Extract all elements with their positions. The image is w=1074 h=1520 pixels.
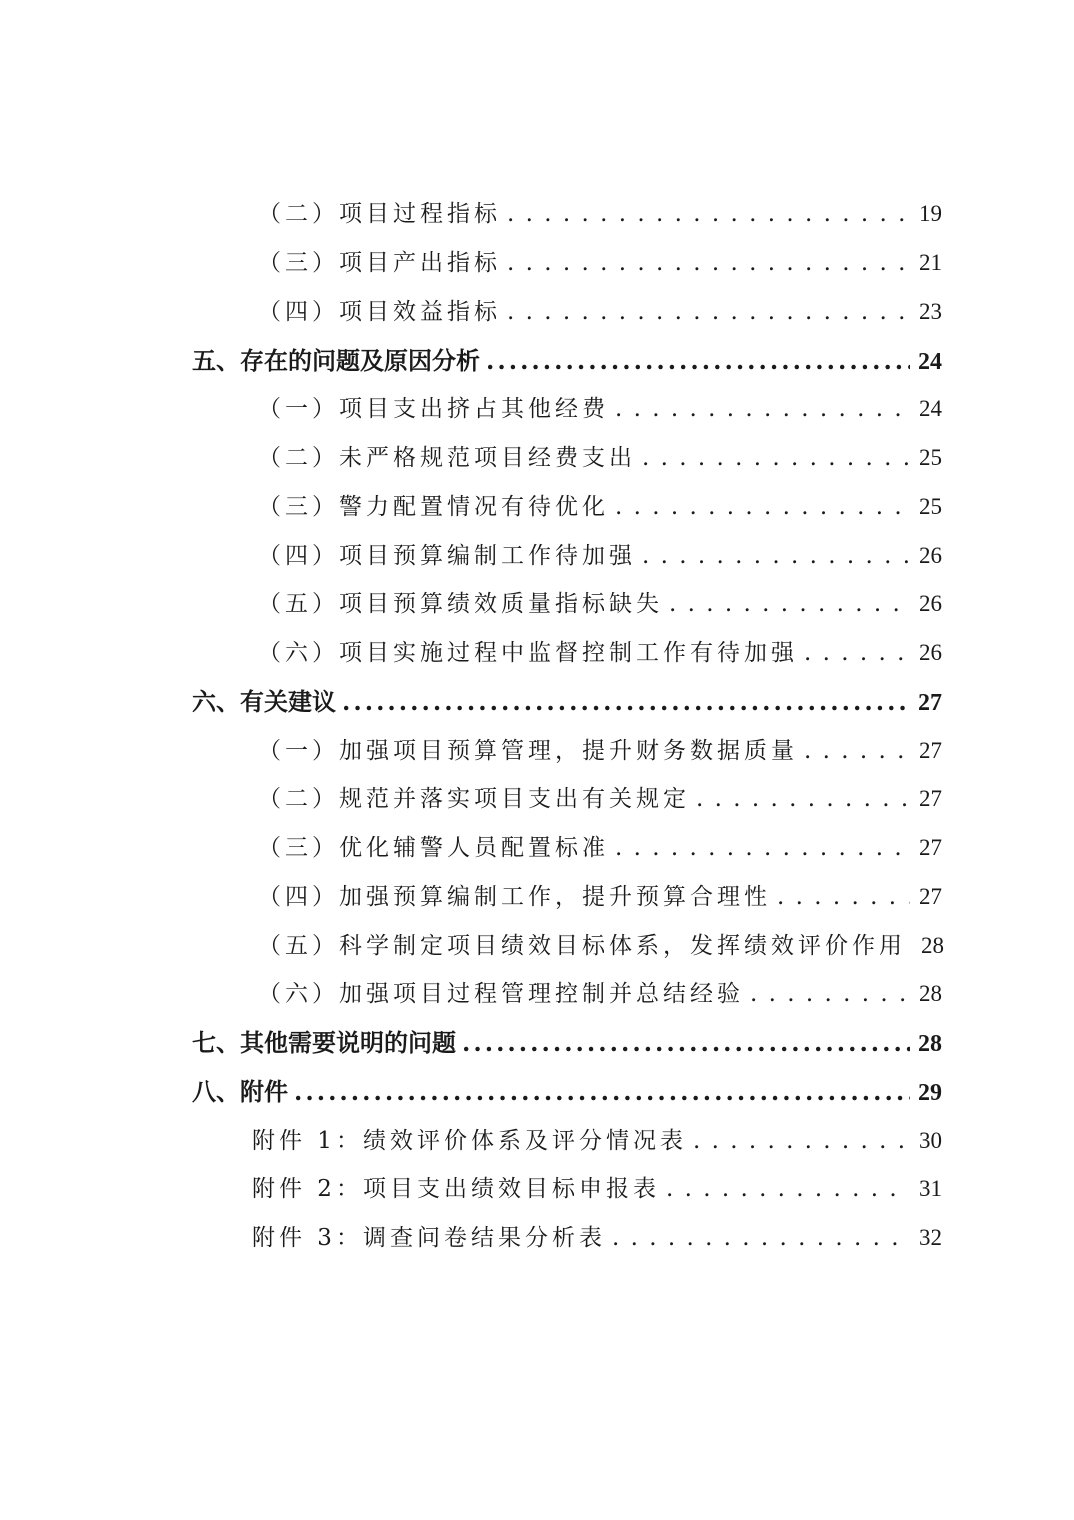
toc-entry-title: （一）项目支出挤占其他经费	[258, 396, 609, 422]
toc-dot-leader	[462, 1023, 910, 1063]
toc-attachment-entry[interactable]	[252, 1218, 942, 1258]
toc-entry-title: 附件 2：项目支出绩效目标申报表	[252, 1176, 660, 1202]
toc-entry-page: 32	[919, 1225, 942, 1250]
toc-dot-leader	[612, 1218, 910, 1258]
toc-entry-page: 27	[919, 884, 942, 909]
toc-dot-leader	[507, 194, 910, 234]
toc-entry-page: 25	[919, 494, 942, 519]
toc-entry-title: （三）优化辅警人员配置标准	[258, 835, 609, 861]
toc-dot-leader	[750, 974, 910, 1014]
toc-section-entry[interactable]	[192, 1072, 942, 1112]
toc-dot-leader	[693, 1121, 910, 1161]
toc-entry[interactable]	[258, 292, 942, 332]
toc-entry[interactable]	[258, 974, 942, 1014]
toc-dot-leader	[696, 779, 910, 819]
toc-entry-page: 24	[918, 349, 942, 375]
toc-entry[interactable]	[258, 487, 942, 527]
toc-dot-leader	[507, 243, 910, 283]
toc-entry-page: 23	[919, 299, 942, 324]
toc-entry-title: （六）加强项目过程管理控制并总结经验	[258, 981, 744, 1007]
toc-dot-leader	[294, 1072, 910, 1112]
toc-attachment-entry[interactable]	[252, 1169, 942, 1209]
toc-entry-page: 28	[919, 981, 942, 1006]
toc-entry-title: （五）科学制定项目绩效目标体系，发挥绩效评价作用	[258, 933, 906, 959]
toc-entry[interactable]	[258, 243, 942, 283]
toc-dot-leader	[642, 536, 910, 576]
toc-entry-page: 27	[919, 786, 942, 811]
toc-entry[interactable]	[258, 536, 942, 576]
toc-entry[interactable]	[258, 779, 942, 819]
toc-entry-page: 28	[918, 1031, 942, 1057]
toc-entry[interactable]	[258, 438, 942, 478]
toc-dot-leader	[615, 828, 910, 868]
toc-entry-title: （一）加强项目预算管理，提升财务数据质量	[258, 738, 798, 764]
toc-dot-leader	[804, 731, 910, 771]
toc-entry-title: （三）项目产出指标	[258, 250, 501, 276]
toc-entry-title: （四）项目效益指标	[258, 299, 501, 325]
toc-entry[interactable]	[258, 731, 942, 771]
toc-entry-title: （五）项目预算绩效质量指标缺失	[258, 591, 663, 617]
toc-entry-page: 27	[918, 690, 942, 716]
toc-entry-page: 26	[919, 543, 942, 568]
toc-dot-leader	[507, 292, 910, 332]
toc-dot-leader	[804, 633, 910, 673]
toc-entry-page: 26	[919, 591, 942, 616]
toc-entry[interactable]	[258, 584, 942, 624]
toc-dot-leader	[486, 341, 910, 381]
toc-entry-title: （四）加强预算编制工作，提升预算合理性	[258, 884, 771, 910]
toc-section-entry[interactable]	[192, 682, 942, 722]
toc-entry-title: （四）项目预算编制工作待加强	[258, 543, 636, 569]
toc-entry-title: 五、存在的问题及原因分析	[192, 346, 480, 375]
toc-entry-title: 附件 1：绩效评价体系及评分情况表	[252, 1128, 687, 1154]
toc-entry-page: 26	[919, 640, 942, 665]
toc-entry-page: 27	[919, 738, 942, 763]
toc-entry[interactable]	[258, 926, 942, 966]
toc-dot-leader	[642, 438, 910, 478]
toc-entry[interactable]	[258, 194, 942, 234]
toc-entry-page: 25	[919, 445, 942, 470]
toc-entry[interactable]	[258, 828, 942, 868]
toc-entry-page: 27	[919, 835, 942, 860]
toc-entry-page: 30	[919, 1128, 942, 1153]
toc-entry-title: （三）警力配置情况有待优化	[258, 494, 609, 520]
toc-entry-page: 31	[919, 1176, 942, 1201]
toc-entry-title: （二）项目过程指标	[258, 201, 501, 227]
toc-entry-title: 附件 3：调查问卷结果分析表	[252, 1225, 606, 1251]
toc-entry-page: 29	[918, 1080, 942, 1106]
toc-entry[interactable]	[258, 877, 942, 917]
toc-dot-leader	[669, 584, 910, 624]
toc-entry-title: 六、有关建议	[192, 687, 336, 716]
toc-dot-leader	[615, 487, 910, 527]
toc-section-entry[interactable]	[192, 341, 942, 381]
toc-dot-leader	[777, 877, 910, 917]
toc-entry-title: 七、其他需要说明的问题	[192, 1028, 456, 1057]
toc-entry-title: （二）未严格规范项目经费支出	[258, 445, 636, 471]
toc-entry[interactable]	[258, 633, 942, 673]
toc-dot-leader	[615, 389, 910, 429]
toc-entry-title: 八、附件	[192, 1077, 288, 1106]
toc-entry-page: 21	[919, 250, 942, 275]
toc-attachment-entry[interactable]	[252, 1121, 942, 1161]
toc-section-entry[interactable]	[192, 1023, 942, 1063]
toc-entry-title: （二）规范并落实项目支出有关规定	[258, 786, 690, 812]
toc-entry-page: 24	[919, 396, 942, 421]
toc-entry-page: 19	[919, 201, 942, 226]
toc-dot-leader	[666, 1169, 910, 1209]
toc-entry-page: 28	[921, 933, 944, 958]
toc-dot-leader	[342, 682, 910, 722]
toc-entry[interactable]	[258, 389, 942, 429]
toc-entry-title: （六）项目实施过程中监督控制工作有待加强	[258, 640, 798, 666]
